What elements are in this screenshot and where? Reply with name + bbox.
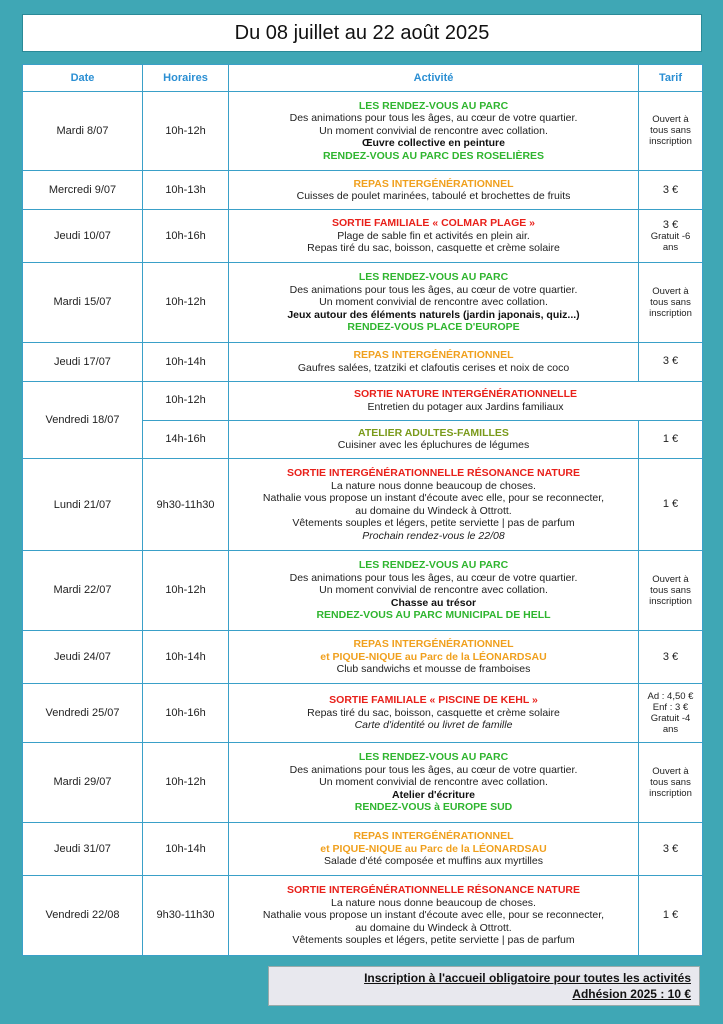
- activity-title: REPAS INTERGÉNÉRATIONNEL: [353, 177, 514, 190]
- row-activity: [229, 420, 639, 459]
- row-date: Vendredi 22/08: [23, 876, 143, 956]
- row-tarif: 1 €: [639, 459, 703, 551]
- row-time: 10h-16h: [143, 210, 229, 263]
- activity-title: LES RENDEZ-VOUS AU PARC: [358, 271, 509, 284]
- row-time: 10h-12h: [143, 743, 229, 823]
- row-date: Vendredi 18/07: [23, 381, 143, 459]
- row-date: Mercredi 9/07: [23, 171, 143, 210]
- table-row: [23, 876, 703, 956]
- activity-note: Prochain rendez-vous le 22/08: [362, 529, 505, 542]
- footer-registration: Inscription à l'accueil obligatoire pour toutes les activités: [364, 971, 691, 985]
- footer-note: [268, 966, 700, 1006]
- row-activity: [229, 381, 703, 420]
- activity-title: LES RENDEZ-VOUS AU PARC: [358, 99, 509, 112]
- activity-note: Carte d'identité ou livret de famille: [354, 719, 513, 732]
- table-row: [23, 551, 703, 631]
- tarif-line: Gratuit -6: [650, 230, 691, 242]
- activity-theme: Œuvre collective en peinture: [362, 137, 505, 150]
- table-row: [23, 210, 703, 263]
- row-activity: [229, 210, 639, 263]
- row-activity: [229, 876, 639, 956]
- tarif-line: tous sans: [650, 777, 691, 789]
- activity-text: Des animations pour tous les âges, au cœur de votre quartier.: [289, 571, 578, 584]
- activity-title: ATELIER ADULTES-FAMILLES: [358, 426, 509, 439]
- activity-title: SORTIE FAMILIALE « COLMAR PLAGE »: [331, 217, 535, 230]
- row-tarif: 1 €: [639, 876, 703, 956]
- row-time: 10h-14h: [143, 823, 229, 876]
- row-time: 10h-16h: [143, 684, 229, 743]
- activity-theme: Jeux autour des éléments naturels (jardin japonais, quiz...): [287, 308, 580, 321]
- activity-text: Cuisiner avec les épluchures de légumes: [337, 439, 530, 452]
- activity-title: LES RENDEZ-VOUS AU PARC: [358, 559, 509, 572]
- tarif-line: ans: [662, 241, 679, 253]
- activity-text: La nature nous donne beaucoup de choses.: [331, 896, 536, 909]
- table-row: [23, 171, 703, 210]
- row-time: 10h-14h: [143, 630, 229, 683]
- tarif-line: Ad : 4,50 €: [647, 691, 694, 703]
- tarif-line: inscription: [649, 788, 692, 800]
- row-time: 10h-12h: [143, 551, 229, 631]
- row-tarif: 3 €: [639, 823, 703, 876]
- row-date: Vendredi 25/07: [23, 684, 143, 743]
- row-tarif: 3 €: [639, 630, 703, 683]
- row-activity: [229, 91, 639, 171]
- row-activity: [229, 459, 639, 551]
- activity-text: Plage de sable fin et activités en plein air.: [337, 229, 530, 242]
- tarif-line: Ouvert à: [652, 114, 689, 126]
- table-row: [23, 743, 703, 823]
- activity-text: Vêtements souples et légers, petite serviette | pas de parfum: [292, 934, 575, 947]
- header-activite: Activité: [229, 65, 639, 92]
- row-time: 9h30-11h30: [143, 459, 229, 551]
- tarif-line: Ouvert à: [652, 766, 689, 778]
- table-row: [23, 684, 703, 743]
- row-time: 10h-12h: [143, 91, 229, 171]
- row-tarif: [639, 263, 703, 343]
- activity-text: au domaine du Windeck à Ottrott.: [355, 504, 512, 517]
- table-row: [23, 381, 703, 420]
- activity-title: SORTIE INTERGÉNÉRATIONNELLE RÉSONANCE NATURE: [286, 467, 581, 480]
- row-time: 10h-12h: [143, 263, 229, 343]
- row-activity: [229, 630, 639, 683]
- table-header-row: [23, 65, 703, 92]
- table-row: [23, 342, 703, 381]
- row-date: Jeudi 24/07: [23, 630, 143, 683]
- row-activity: [229, 171, 639, 210]
- row-time: 10h-12h: [143, 381, 229, 420]
- activity-text: Nathalie vous propose un instant d'écoute avec elle, pour se reconnecter,: [262, 909, 605, 922]
- tarif-line: tous sans: [650, 125, 691, 137]
- row-tarif: [639, 743, 703, 823]
- activity-text: Club sandwichs et mousse de framboises: [336, 663, 531, 676]
- activity-location: RENDEZ-VOUS AU PARC DES ROSELIÈRES: [322, 149, 545, 162]
- row-activity: [229, 743, 639, 823]
- row-tarif: [639, 210, 703, 263]
- footer-membership: Adhésion 2025 : 10 €: [572, 987, 691, 1001]
- header-horaires: Horaires: [143, 65, 229, 92]
- activity-text: au domaine du Windeck à Ottrott.: [355, 921, 512, 934]
- tarif-line: Ouvert à: [652, 286, 689, 298]
- activity-text: Un moment convivial de rencontre avec collation.: [319, 776, 548, 789]
- row-tarif: [639, 684, 703, 743]
- tarif-line: ans: [662, 724, 679, 736]
- activity-location: RENDEZ-VOUS PLACE D'EUROPE: [347, 321, 520, 334]
- activity-text: Des animations pour tous les âges, au cœur de votre quartier.: [289, 283, 578, 296]
- activity-title: SORTIE INTERGÉNÉRATIONNELLE RÉSONANCE NATURE: [286, 884, 581, 897]
- tarif-line: inscription: [649, 596, 692, 608]
- tarif-line: Gratuit -4: [650, 713, 691, 725]
- tarif-line: Enf : 3 €: [652, 702, 689, 714]
- row-date: Mardi 15/07: [23, 263, 143, 343]
- schedule-table: [22, 64, 703, 956]
- activity-subtitle: et PIQUE-NIQUE au Parc de la LÉONARDSAU: [320, 842, 547, 855]
- row-activity: [229, 823, 639, 876]
- row-activity: [229, 551, 639, 631]
- activity-text: Entretien du potager aux Jardins familiaux: [367, 400, 564, 413]
- activity-title: REPAS INTERGÉNÉRATIONNEL: [353, 638, 514, 651]
- table-row: [23, 91, 703, 171]
- activity-text: Des animations pour tous les âges, au cœur de votre quartier.: [289, 112, 578, 125]
- row-tarif: [639, 91, 703, 171]
- tarif-line: inscription: [649, 136, 692, 148]
- activity-subtitle: et PIQUE-NIQUE au Parc de la LÉONARDSAU: [320, 650, 547, 663]
- row-tarif: 3 €: [639, 171, 703, 210]
- row-time: 10h-13h: [143, 171, 229, 210]
- row-activity: [229, 342, 639, 381]
- tarif-line: 3 €: [662, 218, 679, 231]
- row-tarif: [639, 551, 703, 631]
- activity-text: Cuisses de poulet marinées, taboulé et brochettes de fruits: [296, 190, 571, 203]
- row-activity: [229, 263, 639, 343]
- activity-title: SORTIE NATURE INTERGÉNÉRATIONNELLE: [353, 388, 578, 401]
- activity-text: Repas tiré du sac, boisson, casquette et crème solaire: [307, 706, 560, 719]
- activity-location: RENDEZ-VOUS à EUROPE SUD: [354, 801, 513, 814]
- activity-text: La nature nous donne beaucoup de choses.: [331, 479, 536, 492]
- row-date: Jeudi 10/07: [23, 210, 143, 263]
- row-date: Lundi 21/07: [23, 459, 143, 551]
- row-tarif: 1 €: [639, 420, 703, 459]
- row-date: Mardi 29/07: [23, 743, 143, 823]
- activity-location: RENDEZ-VOUS AU PARC MUNICIPAL DE HELL: [316, 609, 551, 622]
- activity-text: Vêtements souples et légers, petite serviette | pas de parfum: [292, 517, 575, 530]
- row-time: 14h-16h: [143, 420, 229, 459]
- row-activity: [229, 684, 639, 743]
- activity-title: LES RENDEZ-VOUS AU PARC: [358, 751, 509, 764]
- row-time: 10h-14h: [143, 342, 229, 381]
- activity-theme: Atelier d'écriture: [391, 788, 476, 801]
- row-date: Mardi 8/07: [23, 91, 143, 171]
- header-date: Date: [23, 65, 143, 92]
- page-title: Du 08 juillet au 22 août 2025: [22, 14, 702, 52]
- table-row: [23, 823, 703, 876]
- activity-title: SORTIE FAMILIALE « PISCINE DE KEHL »: [329, 694, 538, 707]
- activity-title: REPAS INTERGÉNÉRATIONNEL: [353, 830, 514, 843]
- tarif-line: tous sans: [650, 585, 691, 597]
- table-row: [23, 630, 703, 683]
- activity-text: Nathalie vous propose un instant d'écoute avec elle, pour se reconnecter,: [262, 492, 605, 505]
- tarif-line: tous sans: [650, 297, 691, 309]
- header-tarif: Tarif: [639, 65, 703, 92]
- row-date: Mardi 22/07: [23, 551, 143, 631]
- table-row: [23, 263, 703, 343]
- activity-text: Un moment convivial de rencontre avec collation.: [319, 584, 548, 597]
- table-row: [23, 459, 703, 551]
- schedule-table-container: [22, 64, 702, 956]
- tarif-line: Ouvert à: [652, 574, 689, 586]
- activity-text: Gaufres salées, tzatziki et clafoutis cerises et noix de coco: [297, 361, 570, 374]
- tarif-line: inscription: [649, 308, 692, 320]
- activity-text: Des animations pour tous les âges, au cœur de votre quartier.: [289, 763, 578, 776]
- row-date: Jeudi 31/07: [23, 823, 143, 876]
- activity-theme: Chasse au trésor: [390, 596, 477, 609]
- activity-text: Repas tiré du sac, boisson, casquette et crème solaire: [307, 242, 560, 255]
- activity-text: Un moment convivial de rencontre avec collation.: [319, 124, 548, 137]
- activity-title: REPAS INTERGÉNÉRATIONNEL: [353, 349, 514, 362]
- activity-text: Salade d'été composée et muffins aux myrtilles: [324, 855, 543, 868]
- row-time: 9h30-11h30: [143, 876, 229, 956]
- activity-text: Un moment convivial de rencontre avec collation.: [319, 296, 548, 309]
- row-date: Jeudi 17/07: [23, 342, 143, 381]
- row-tarif: 3 €: [639, 342, 703, 381]
